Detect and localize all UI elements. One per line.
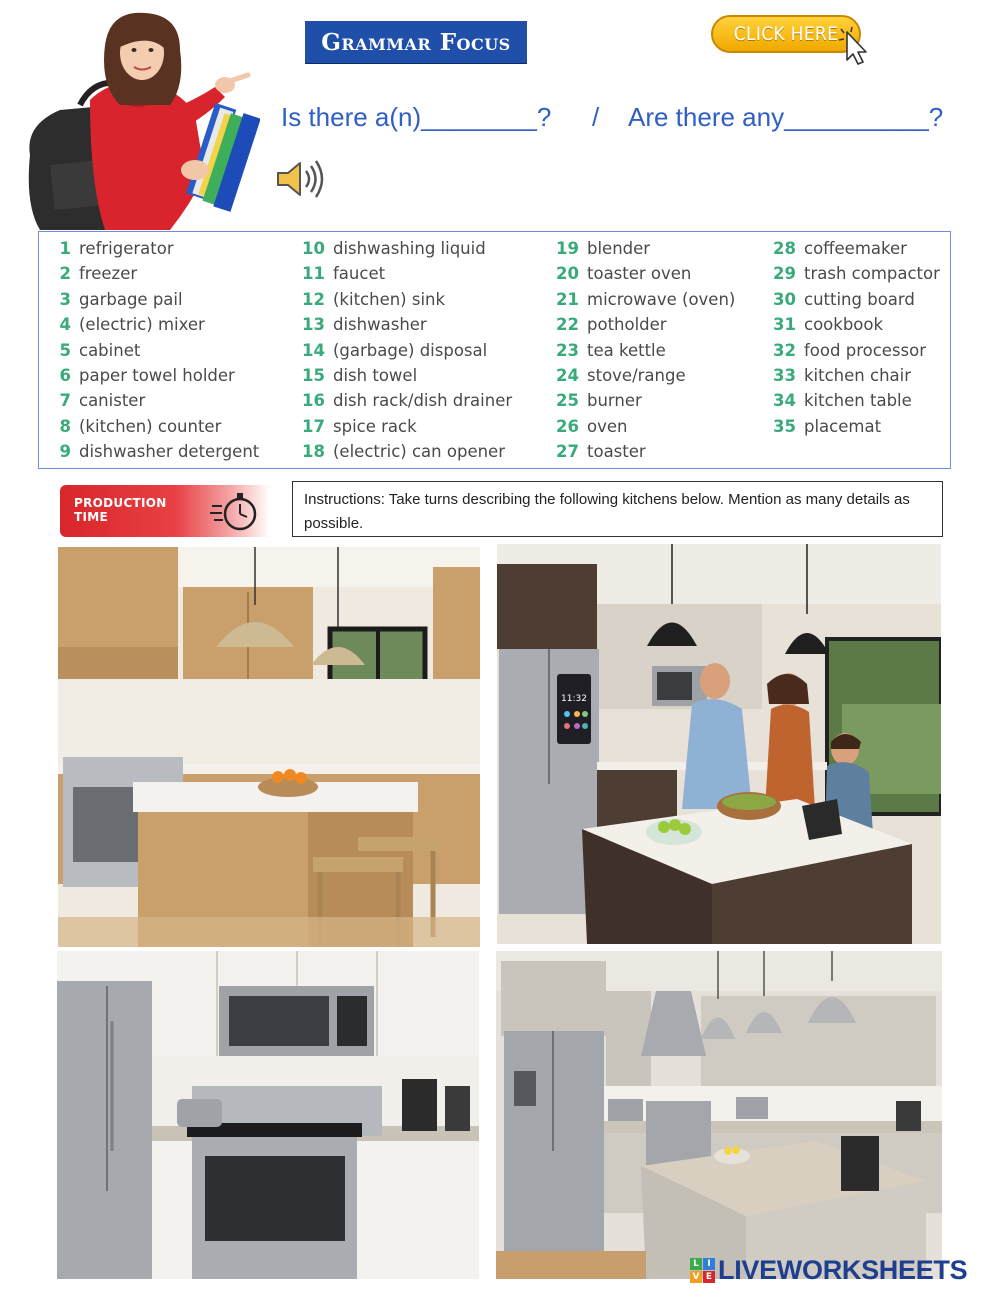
vocab-number: 30 bbox=[773, 289, 796, 309]
fridge-screen-time: 11:32 bbox=[561, 694, 587, 704]
vocab-item bbox=[53, 388, 259, 413]
vocab-item bbox=[53, 287, 259, 312]
logo-letter: E bbox=[703, 1271, 715, 1283]
vocab-number: 1 bbox=[59, 239, 71, 258]
vocab-item bbox=[301, 338, 512, 363]
vocab-word: dishwasher bbox=[333, 315, 427, 335]
vocab-word: faucet bbox=[333, 264, 386, 284]
vocab-item bbox=[555, 414, 735, 439]
vocab-number: 27 bbox=[556, 442, 579, 462]
vocab-item bbox=[555, 363, 735, 388]
vocab-item bbox=[53, 236, 259, 261]
vocab-word: dish rack/dish drainer bbox=[333, 391, 513, 411]
production-time-badge bbox=[60, 485, 270, 537]
vocab-item bbox=[772, 261, 940, 286]
vocab-word: refrigerator bbox=[79, 239, 174, 258]
vocab-item bbox=[772, 236, 940, 261]
vocab-number: 35 bbox=[773, 416, 796, 436]
vocab-number: 33 bbox=[773, 365, 796, 385]
vocab-number: 25 bbox=[556, 391, 579, 411]
vocab-number: 23 bbox=[556, 340, 579, 360]
vocab-number: 13 bbox=[302, 315, 325, 335]
vocab-item bbox=[301, 414, 512, 439]
vocab-number: 34 bbox=[773, 391, 796, 411]
vocab-word: potholder bbox=[587, 315, 667, 335]
vocab-word: blender bbox=[587, 239, 651, 258]
vocab-number: 20 bbox=[556, 264, 579, 284]
vocab-number: 26 bbox=[556, 416, 579, 436]
vocab-word: microwave (oven) bbox=[587, 289, 736, 309]
logo-letter: I bbox=[703, 1258, 715, 1270]
vocab-number: 2 bbox=[59, 264, 71, 284]
vocab-item bbox=[301, 287, 512, 312]
vocab-item bbox=[555, 388, 735, 413]
vocab-number: 14 bbox=[302, 340, 325, 360]
vocab-word: cabinet bbox=[79, 340, 141, 360]
vocab-number: 6 bbox=[59, 365, 71, 385]
vocab-word: cookbook bbox=[804, 315, 884, 335]
vocab-item bbox=[555, 439, 735, 464]
speaker-icon[interactable] bbox=[274, 155, 328, 203]
vocab-word: toaster oven bbox=[587, 264, 692, 284]
vocab-item bbox=[772, 363, 940, 388]
vocab-word: dishwasher detergent bbox=[79, 442, 260, 462]
vocab-item bbox=[53, 439, 259, 464]
vocab-number: 17 bbox=[302, 416, 325, 436]
vocab-number: 19 bbox=[556, 239, 579, 258]
vocab-word: (garbage) disposal bbox=[333, 340, 488, 360]
vocab-item bbox=[53, 338, 259, 363]
cursor-hand-icon bbox=[838, 26, 872, 66]
production-label-line1: PRODUCTION bbox=[74, 496, 167, 510]
vocab-number: 3 bbox=[59, 289, 71, 309]
vocab-column-2 bbox=[301, 236, 512, 465]
kitchen-photo-2 bbox=[497, 544, 941, 944]
vocab-item bbox=[301, 261, 512, 286]
vocab-number: 10 bbox=[302, 239, 325, 258]
vocab-word: cutting board bbox=[804, 289, 915, 309]
vocab-word: freezer bbox=[79, 264, 138, 284]
vocab-item bbox=[301, 388, 512, 413]
vocab-word: dish towel bbox=[333, 365, 418, 385]
kitchen-photo-3 bbox=[57, 951, 479, 1279]
vocab-column-4 bbox=[772, 236, 940, 439]
vocab-number: 22 bbox=[556, 315, 579, 335]
vocab-word: trash compactor bbox=[804, 264, 940, 284]
logo-text: LIVEWORKSHEETS bbox=[718, 1254, 968, 1285]
vocab-word: (kitchen) sink bbox=[333, 289, 446, 309]
kitchen-photo-1 bbox=[58, 547, 480, 947]
vocab-number: 29 bbox=[773, 264, 796, 284]
stopwatch-icon bbox=[210, 488, 260, 534]
vocab-number: 4 bbox=[59, 315, 71, 335]
production-time-label bbox=[74, 496, 167, 524]
vocab-word: (electric) can opener bbox=[333, 442, 505, 462]
vocab-item bbox=[555, 261, 735, 286]
liveworksheets-logo bbox=[690, 1252, 990, 1288]
vocab-number: 16 bbox=[302, 391, 325, 411]
vocab-item bbox=[301, 236, 512, 261]
vocab-word: tea kettle bbox=[587, 340, 666, 360]
vocab-number: 24 bbox=[556, 365, 579, 385]
vocab-word: food processor bbox=[804, 340, 927, 360]
vocab-word: spice rack bbox=[333, 416, 417, 436]
vocab-number: 31 bbox=[773, 315, 796, 335]
vocab-item bbox=[555, 236, 735, 261]
vocab-word: (electric) mixer bbox=[79, 315, 205, 335]
vocab-item bbox=[555, 338, 735, 363]
vocab-number: 18 bbox=[302, 442, 325, 462]
click-here-button[interactable]: CLICK HERE bbox=[711, 15, 861, 53]
vocab-word: placemat bbox=[804, 416, 882, 436]
production-label-line2: TIME bbox=[74, 510, 108, 524]
vocab-number: 12 bbox=[302, 289, 325, 309]
vocab-item bbox=[772, 312, 940, 337]
vocab-word: oven bbox=[587, 416, 628, 436]
vocab-item bbox=[53, 363, 259, 388]
vocab-item bbox=[772, 414, 940, 439]
vocab-item bbox=[555, 287, 735, 312]
vocab-number: 9 bbox=[59, 442, 71, 462]
vocab-number: 11 bbox=[302, 264, 325, 284]
student-illustration bbox=[20, 5, 260, 230]
vocab-word: dishwashing liquid bbox=[333, 239, 486, 258]
vocab-number: 5 bbox=[59, 340, 71, 360]
vocab-word: burner bbox=[587, 391, 642, 411]
grammar-focus-title: Grammar Focus bbox=[305, 21, 527, 63]
vocab-word: kitchen chair bbox=[804, 365, 912, 385]
vocab-word: paper towel holder bbox=[79, 365, 235, 385]
vocab-item bbox=[301, 312, 512, 337]
vocab-item bbox=[772, 388, 940, 413]
vocab-item bbox=[53, 261, 259, 286]
vocab-word: (kitchen) counter bbox=[79, 416, 222, 436]
vocab-item bbox=[772, 338, 940, 363]
vocab-word: toaster bbox=[587, 442, 646, 462]
vocab-number: 28 bbox=[773, 239, 796, 258]
question-plural: Are there any__________? bbox=[628, 102, 944, 132]
vocab-column-1 bbox=[53, 236, 259, 465]
vocab-item bbox=[301, 439, 512, 464]
vocab-number: 21 bbox=[556, 289, 579, 309]
vocab-item bbox=[555, 312, 735, 337]
logo-letter: L bbox=[690, 1258, 702, 1270]
vocab-word: kitchen table bbox=[804, 391, 912, 411]
vocab-word: canister bbox=[79, 391, 146, 411]
vocab-number: 8 bbox=[59, 416, 71, 436]
vocab-column-3 bbox=[555, 236, 735, 465]
vocab-number: 7 bbox=[59, 391, 71, 411]
vocab-item bbox=[772, 287, 940, 312]
vocabulary-list bbox=[38, 231, 951, 469]
logo-letter: V bbox=[690, 1271, 702, 1283]
vocab-word: garbage pail bbox=[79, 289, 183, 309]
vocab-number: 15 bbox=[302, 365, 325, 385]
vocab-word: stove/range bbox=[587, 365, 686, 385]
question-separator: / bbox=[592, 102, 600, 132]
vocab-item bbox=[301, 363, 512, 388]
vocab-item bbox=[53, 414, 259, 439]
question-singular: Is there a(n)________? bbox=[281, 102, 552, 132]
instructions-box: Instructions: Take turns describing the following kitchens below. Mention as many details as possible. bbox=[292, 481, 943, 537]
kitchen-photo-4 bbox=[496, 951, 942, 1279]
vocab-number: 32 bbox=[773, 340, 796, 360]
vocab-word: coffeemaker bbox=[804, 239, 907, 258]
vocab-item bbox=[53, 312, 259, 337]
logo-squares bbox=[690, 1258, 715, 1283]
